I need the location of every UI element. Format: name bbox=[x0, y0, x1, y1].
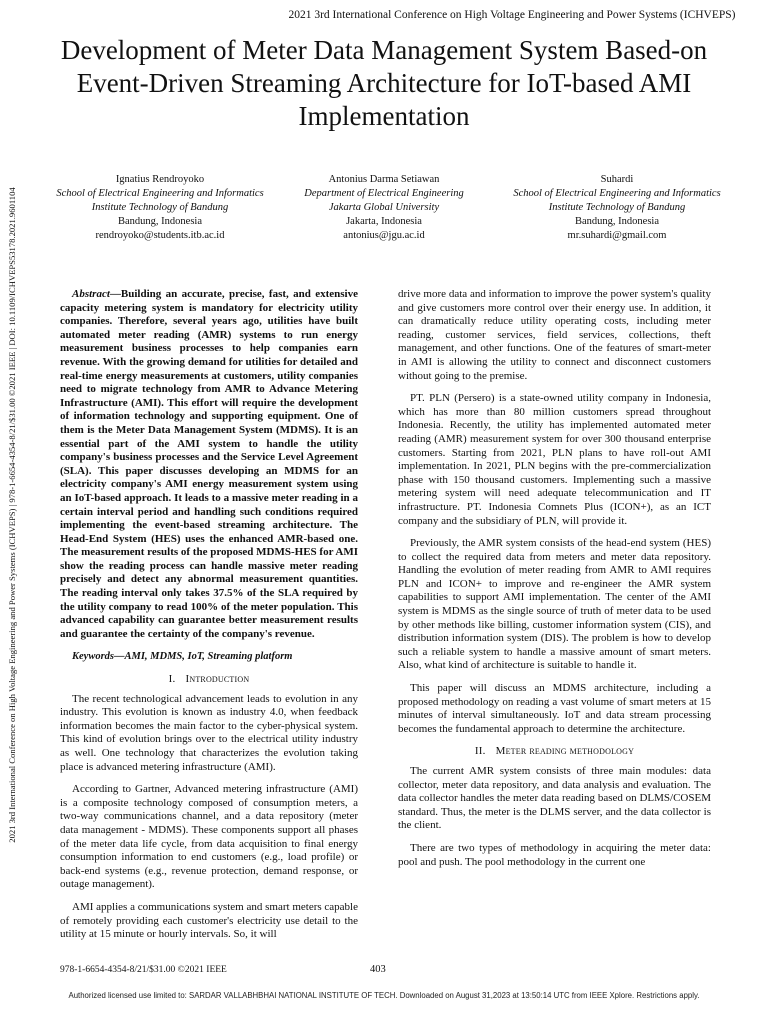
author-email: antonius@jgu.ac.id bbox=[343, 230, 425, 241]
conference-name: 2021 3rd International Conference on High Voltage Engineering and Power Systems (ICHVEPS) bbox=[288, 9, 736, 21]
keywords: Keywords—AMI, MDMS, IoT, Streaming platform bbox=[72, 651, 293, 663]
page-number: 403 bbox=[370, 964, 386, 975]
section-number: I. bbox=[168, 673, 176, 686]
paragraph: PT. PLN (Persero) is a state-owned utility company in Indonesia, which has more than 80 million customers spread throughout Indonesia. Recently, the utility has implemented automated meter reading (AMR) measurement system for over 300 thousand enterprise customers. Starting from 2021, PLN plans to have roll-out AMI implementation. In 2021, PLN begins with the pre-commercialization phase with 150 thousand customers. Implementing such a massive metering system will need adequate telecommunication and IT infrastructure. PT. Indonesia Comnets Plus (ICON+), as an ICT company and the subsidiary of PLN, will provide it. bbox=[398, 392, 711, 527]
copyright-line: 978-1-6654-4354-8/21/$31.00 ©2021 IEEE bbox=[60, 965, 227, 975]
author-email: mr.suhardi@gmail.com bbox=[567, 230, 667, 241]
conference-header bbox=[0, 9, 768, 21]
author-name: Antonius Darma Setiawan bbox=[328, 174, 440, 185]
section-title: Meter reading methodology bbox=[495, 745, 635, 758]
author-email: rendroyoko@students.itb.ac.id bbox=[95, 230, 225, 241]
paragraph: Previously, the AMR system consists of the head-end system (HES) to collect the required data from meters and meter data repository. Handling the evolution of meter reading from AMR to AMI requires PLN and ICON+ to improve and re-engineer the AMR system capabilities to support AMI implementation. The center of the AMI system is MDMS as the single source of truth of meter data to be used by other methods like billing, customer information system (CIS), and distribution information system (DIS). The problem is how to develop such a reliable system to handle a massive amount of smart meters. Also, what kind of architecture is suitable to handle it. bbox=[398, 537, 711, 672]
section-number: II. bbox=[474, 745, 486, 758]
author-institution: Jakarta Global University bbox=[328, 202, 440, 213]
author-name: Ignatius Rendroyoko bbox=[115, 174, 205, 185]
paragraph: drive more data and information to improve the power system's quality and give customers more control over their energy use. In addition, it can dramatically reduce utility operating costs, including meter reading, customer services, field services, collections, theft management, and other functions. One of the features of smart-meter in AMI is allowing the utility to connect and disconnect customers without going to the premise. bbox=[398, 288, 711, 382]
side-doi-strip bbox=[2, 140, 22, 890]
abstract bbox=[60, 288, 358, 641]
abstract-text: —Building an accurate, precise, fast, and extensive capacity metering system is mandatory for electricity utility companies. Therefore, several years ago, utilities have built automated meter reading (AMR) systems to run energy measurement business processes to help companies earn revenue. With the growing demand for utilities for detailed and real-time energy measurements at customers, utility companies need to migrate technology from AMR to Advance Metering Infrastructure (AMI). This effort will require the development of information technology and supporting equipment. One of them is the Meter Data Management System (MDMS). It is an essential part of the AMI system to handle the utility company's business processes and the Service Level Agreement (SLA). This paper discusses developing an MDMS for an electricity company's AMI energy measurement system using an IoT-based approach. It leads to a massive meter reading in a certain interval period and handling such conditions required implementing the event-based streaming architecture. The Head-End System (HES) uses the enhanced AMR-based one. The measurement results of the proposed MDMS-HES for AMI show the reading process can handle massive meter reading precisely and detect any abnormal measurement quantities. The reading interval only takes 37.5% of the SLA required by the utility company to read 100% of the meter population. This advanced capability can guarantee better measurement results and guarantee the certainty of the company's revenue. bbox=[60, 288, 359, 640]
paragraph: AMI applies a communications system and smart meters capable of remotely providing each customer's electricity use detail to the utility at 15 minute or hourly intervals. So, it will bbox=[60, 900, 358, 941]
section-heading-introduction bbox=[60, 673, 358, 687]
author-location: Bandung, Indonesia bbox=[118, 216, 202, 227]
license-notice: Authorized licensed use limited to: SARDAR VALLABHBHAI NATIONAL INSTITUTE OF TECH. Downloaded on August 31,2023 at 13:50:14 UTC from IEEE Xplore. Restrictions apply. bbox=[68, 991, 700, 1000]
paragraph: This paper will discuss an MDMS architecture, including a proposed methodology on reading a vast volume of smart meters at 15 minutes of interval simultaneously. IoT and data stream processing becomes the fundamental approach to determine the architecture. bbox=[398, 682, 711, 735]
paragraph: The current AMR system consists of three main modules: data collector, meter data repository, and data analysis and evaluation. The data collector handles the meter data reading based on DLMS/COSEM standard. Thus, the meter is the DLMS server, and the data collector is the client. bbox=[398, 765, 711, 832]
author-affiliation: School of Electrical Engineering and Informatics bbox=[56, 188, 264, 199]
paragraph: The recent technological advancement leads to evolution in any industry. This evolution is known as industry 4.0, when feedback information becomes the main factor to the cyber-physical system. This kind of evolution brings over to the electrical utility industry as well. One technology that characterizes the evolution taking place is advanced metering infrastructure (AMI). bbox=[60, 692, 358, 773]
author-institution: Institute Technology of Bandung bbox=[91, 202, 229, 213]
right-column bbox=[398, 288, 711, 878]
paragraph: There are two types of methodology in acquiring the meter data: pool and push. The pool methodology in the current one bbox=[398, 841, 711, 868]
left-column bbox=[60, 288, 358, 951]
author-affiliation: School of Electrical Engineering and Informatics bbox=[513, 188, 721, 199]
paper-title: Development of Meter Data Management System Based-on Event-Driven Streaming Architecture for IoT-based AMI Implementation bbox=[60, 35, 708, 131]
author-block-1 bbox=[55, 173, 265, 243]
author-location: Bandung, Indonesia bbox=[575, 216, 659, 227]
author-block-3 bbox=[512, 173, 722, 243]
paragraph: According to Gartner, Advanced metering infrastructure (AMI) is a composite technology composed of consumption meters, a two-way communications channel, and a data repository (meter data management - MDMS). These components support all phases of the meter data life cycle, from data acquisition to final energy consumption information to end customers (e.g., load profile) or back-end systems (e.g., revenue protection, demand response, or outage management). bbox=[60, 783, 358, 891]
author-block-2 bbox=[279, 173, 489, 243]
author-location: Jakarta, Indonesia bbox=[346, 216, 422, 227]
author-institution: Institute Technology of Bandung bbox=[548, 202, 686, 213]
author-affiliation: Department of Electrical Engineering bbox=[304, 188, 464, 199]
section-title: Introduction bbox=[185, 673, 250, 686]
abstract-lead: Abstract bbox=[72, 288, 110, 300]
section-heading-methodology bbox=[398, 745, 711, 759]
author-name: Suhardi bbox=[600, 174, 634, 185]
side-doi-text: 2021 3rd International Conference on High Voltage Engineering and Power Systems (ICHVEPS) | 978-1-6654-4354-8/21/$31.00 ©2021 IEEE | DOI: 10.1109/ICHVEPS53178.2021.9601104 bbox=[7, 187, 17, 843]
